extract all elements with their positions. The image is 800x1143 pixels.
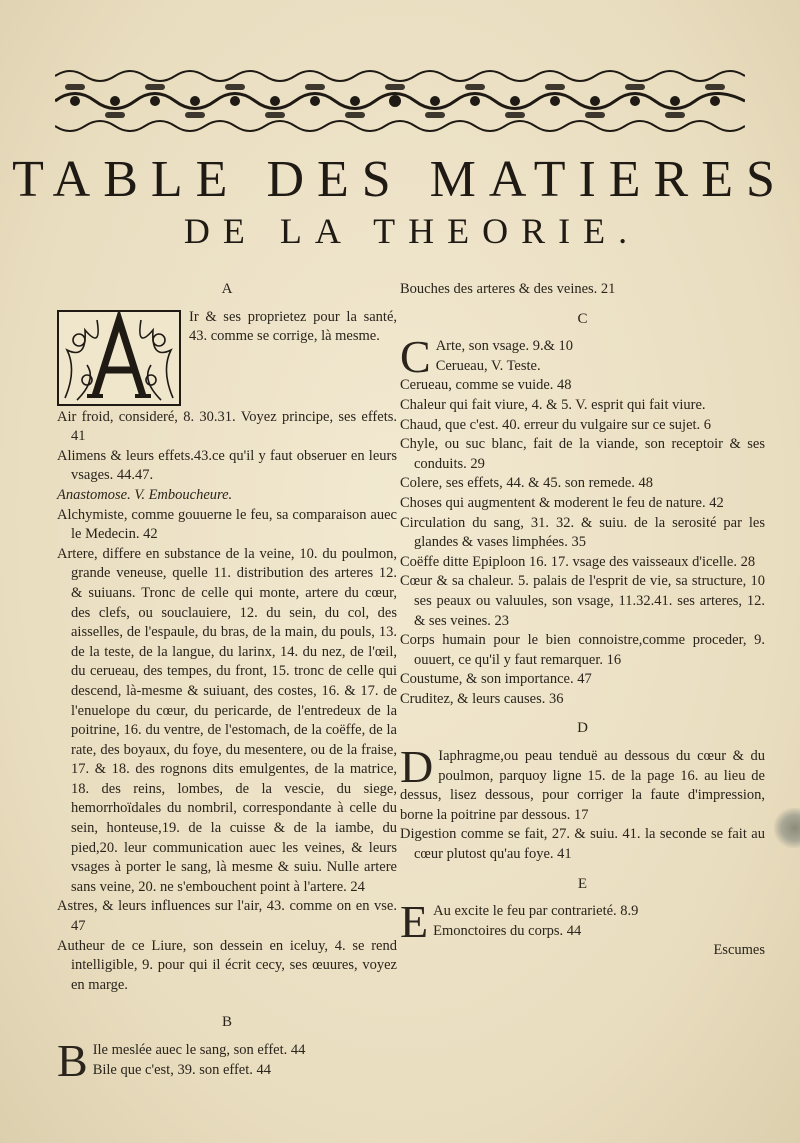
entry-text: Alchymiste, comme gouuerne le feu, sa comparaison auec le Medecin. 42 [57, 506, 397, 543]
entry-diaphragme [400, 747, 765, 825]
entry-text: Ile meslée auec le sang, son effet. 44 [92, 1042, 306, 1058]
entry-text: Astres, & leurs influences sur l'air, 43. comme on en vse. 47 [57, 898, 397, 935]
entry-text: Autheur de ce Liure, son dessein en iceluy, 4. se rend intelligible, 9. pour qui il écrit cecy, ses œuures, voyez en marge. [57, 937, 397, 993]
dropcap-e: E [400, 902, 429, 942]
entry-text: Cerueau, V. Teste. [435, 357, 541, 374]
entry-text: Colere, ses effets, 44. & 45. son remede. 48 [400, 475, 654, 492]
section-letter-a: A [221, 281, 233, 297]
entry-text: Air froid, consideré, 8. 30.31. Voyez principe, ses effets. 41 [57, 408, 397, 445]
entry-text: Au excite le feu par contrarieté. 8.9 [433, 903, 639, 920]
entry-bile [57, 1041, 397, 1080]
entry-air [57, 308, 397, 408]
entry-text: Iaphragme,ou peau tenduë au dessous du cœur & du poulmon, parquoy ligne 15. de la page 16. au lieu de dessus, lisez dessous, pour corriger la faute d'impression, borne la poitrine par dessous. 17 [400, 748, 765, 823]
entry-text: Bouches des arteres & des veines. 21 [400, 281, 616, 297]
entry-text: Digestion comme se fait, 27. & suiu. 41. la seconde se fait au cœur plutost qu'au foye. 41 [400, 826, 765, 863]
decorative-headpiece-ornament [55, 66, 745, 136]
entry-text: Cœur & sa chaleur. 5. palais de l'esprit de vie, sa structure, 10 ses peaux ou valuules, son vsage, 11.32.41. ses arteres, 12. & ses veines. 23 [400, 573, 765, 629]
entry-text: Cruditez, & leurs causes. 36 [400, 690, 564, 707]
dropcap-d: D [400, 747, 434, 793]
section-letter-e: E [577, 875, 588, 892]
dropcap-b: B [57, 1041, 88, 1081]
entry-text: Corps humain pour le bien connoistre,comme proceder, 9. ouuert, ce qu'il y faut remarquer. 16 [400, 632, 765, 668]
left-column [57, 280, 397, 1080]
paper-stain [774, 808, 800, 848]
entry-text: Artere, differe en substance de la veine, 10. du poulmon, grande veneuse, quelle 11. distribution des arteres 12. & suiuans. Tronc de celle qui monte, artere du cœur, des clefs, ou souclauiere, 12. du sein, du col, des aisselles, de l'espaule, du bras, de la main, du pouls, 13. de la teste, de la langue, du larinx, 14. du nez, de l'œil, du cerueau, des tempes, du front, 15. tronc de celle qui descend, là-mesme & suiuant, des costes, 16. & 17. de l'enuelope du cœur, du pericarde, de l'entredeux de la poitrine, 16. du ventre, de l'estomach, de la coëffe, de la rate, des boyaux, du foye, du mesentere, ou de la fraise, 17. & 18. des rognons dits emulgentes, de la matrice, 18. des reins, lombes, de la vescie, du siege, hemorrhoïdales du nombril, correspondante à celle du sein, honteuse,19. de la cuisse & de la iambe, du pied,20. leur communication auec les veines, & leurs vsages à porter le sang, là mesme & suiu. Nulle artere sans veine, 20. ne s'embouchent point à l'artere. 24 [57, 545, 397, 895]
section-letter-d: D [577, 720, 588, 737]
entry-text: Bile que c'est, 39. son effet. 44 [92, 1061, 272, 1078]
entry-text: Choses qui augmentent & moderent le feu de nature. 42 [400, 494, 724, 511]
entry-carte [400, 337, 765, 376]
entry-text: Chaud, que c'est. 40. erreur du vulgaire sur ce sujet. 6 [400, 416, 712, 433]
entry-text: Circulation du sang, 31. 32. & suiu. de la serosité par les glandes & vases limphées. 35 [400, 514, 765, 551]
entry-text: Arte, son vsage. 9.& 10 [435, 338, 574, 355]
entry-text: Alimens & leurs effets.43.ce qu'il y faut obseruer en leurs vsages. 44.47. [57, 447, 397, 484]
section-letter-c: C [577, 310, 588, 327]
entry-text: Coustume, & son importance. 47 [400, 671, 592, 688]
dropcap-c: C [400, 337, 431, 377]
entry-text: Emonctoires du corps. 44 [433, 922, 582, 939]
entry-text: Chyle, ou suc blanc, fait de la viande, son receptoir & ses conduits. 29 [400, 436, 765, 472]
page-title: TABLE DES MATIERES [12, 151, 788, 208]
entry-text: Ir & ses proprietez pour la santé, 43. comme se corrige, là mesme. [189, 308, 397, 345]
entry-eau [400, 902, 765, 941]
catchword: Escumes [713, 942, 765, 959]
right-column [400, 280, 765, 961]
section-letter-b: B [221, 1014, 232, 1031]
entry-text: Chaleur qui fait viure, 4. & 5. V. esprit qui fait viure. [400, 396, 706, 413]
entry-text: Cerueau, comme se vuide. 48 [400, 377, 572, 394]
entry-text: Anastomose. V. Emboucheure. [57, 486, 233, 503]
page-subtitle: DE LA THEORIE. [183, 211, 641, 251]
entry-text: Coëffe ditte Epiploon 16. 17. vsage des vaisseaux d'icelle. 28 [400, 553, 756, 570]
woodcut-initial-a-icon [57, 310, 181, 406]
